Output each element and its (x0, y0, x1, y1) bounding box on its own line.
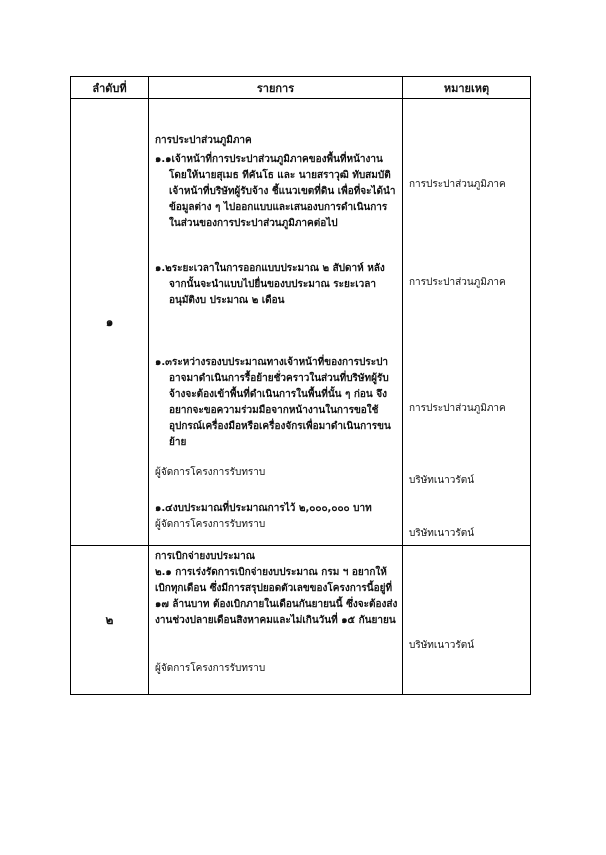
section-title: การประปาส่วนภูมิภาค (155, 135, 252, 146)
acknowledgement-note: ผู้จัดการโครงการรับทราบ (155, 663, 266, 674)
table-row (71, 99, 531, 546)
item-text: ๑.๒ระยะเวลาในการออกแบบประมาณ ๒ สัปดาห์ หลังจากนั้นจะนำแบบไปยื่นของบประมาณ ระยะเวลาอนุมัติงบ ประมาณ ๒ เดือน (155, 263, 385, 306)
remark-text: บริษัทเนาวรัตน์ (409, 475, 475, 486)
header-no: ลำดับที่ (71, 77, 149, 99)
remark-text: การประปาส่วนภูมิภาค (409, 403, 506, 414)
item-text: ๒.๑ การเร่งรัดการเบิกจ่ายงบประมาณ กรม ฯ อยากให้เบิกทุกเดือน ซึ่งมีการสรุปยอดตัวเลขของโครงการนี้อยู่ที่ ๑๗ ล้านบาท ต้องเบิกภายในเดือนกันยายนนี้ ซึ่งจะต้องส่งงานช่วงปลายเดือนสิงหาคมและไม่เกินวันที่ ๑๕ กันยายน (155, 567, 398, 626)
header-item: รายการ (149, 77, 403, 99)
remark-text: บริษัทเนาวรัตน์ (409, 640, 475, 651)
table-row (71, 546, 531, 695)
remark-text: การประปาส่วนภูมิภาค (409, 179, 506, 190)
table-header-row (71, 77, 531, 99)
remark-text: บริษัทเนาวรัตน์ (409, 528, 475, 539)
row-item-cell (149, 99, 403, 546)
item-text: ๑.๑เจ้าหน้าที่การประปาส่วนภูมิภาคของพื้นที่หน้างาน โดยให้นายสุเมธ ทีคันโธ และ นายสราวุฒิ ทับสมบัติ เจ้าหน้าที่บริษัทผู้รับจ้าง ชี้แนวเขตที่ดิน เพื่อที่จะได้นำข้อมูลต่าง ๆ ไปออกแบบและเสนองบการดำเนินการในส่วนของการประปาส่วนภูมิภาคต่อไป (155, 154, 396, 229)
item-text: ๑.๓ระหว่างรองบประมาณทางเจ้าหน้าที่ของการประปาอาจมาดำเนินการรื้อย้ายชั่วคราวในส่วนที่บริษัทผู้รับจ้างจะต้องเข้าพื้นที่ดำเนินการในพื้นที่นั้น ๆ ก่อน จึงอยากจะขอความร่วมมือจากหน้างานในการขอใช้อุปกรณ์เครื่องมือหรือเครื่องจักรเพื่อมาดำเนินการขนย้าย (155, 357, 391, 448)
acknowledgement-note: ผู้จัดการโครงการรับทราบ (155, 467, 266, 478)
row-number: ๒ (71, 546, 149, 695)
acknowledgement-note: ผู้จัดการโครงการรับทราบ (155, 519, 266, 530)
row-remark-cell (403, 99, 531, 546)
row-number: ๑ (71, 99, 149, 546)
row-item-cell (149, 546, 403, 695)
section-title: การเบิกจ่ายงบประมาณ (155, 551, 255, 562)
header-remark: หมายเหตุ (403, 77, 531, 99)
row-remark-cell (403, 546, 531, 695)
minutes-table (70, 76, 531, 695)
item-text: ๑.๔งบประมาณที่ประมาณการไว้ ๒,๐๐๐,๐๐๐ บาท (155, 503, 372, 514)
remark-text: การประปาส่วนภูมิภาค (409, 277, 506, 288)
